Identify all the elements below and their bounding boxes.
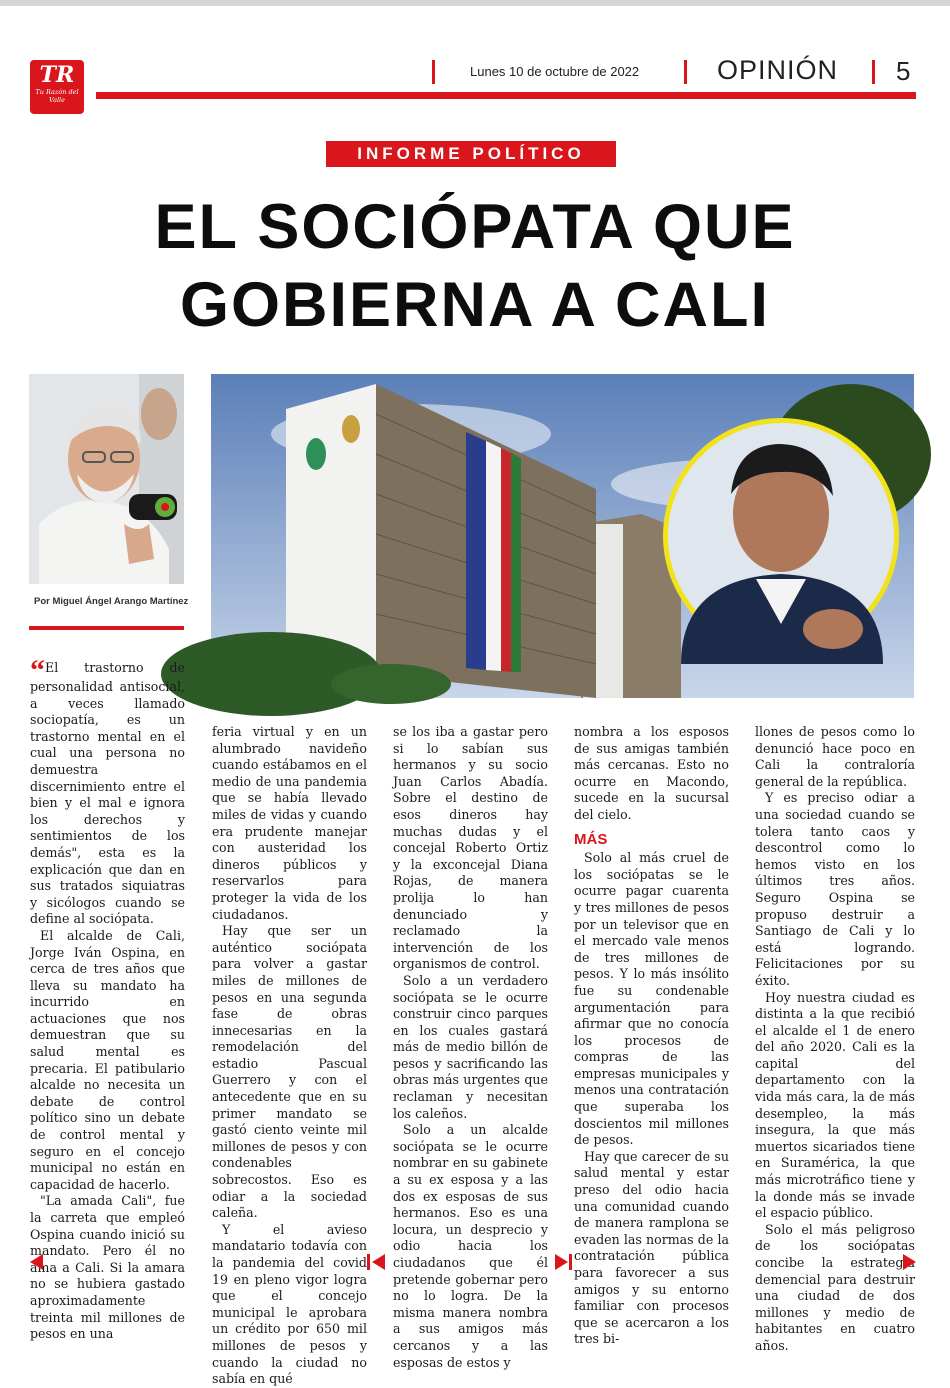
page-number: 5 [896,56,911,86]
article-column-3 [393,724,548,1371]
author-photo-illustration [29,374,184,584]
paragraph: feria virtual y en un alumbrado navideño cuando estábamos en el medio de una pandemia que se había llevado miles de vidas y cuando era prudente manejar con austeridad los dineros públicos y reservarlos para proteger la vida de los ciudadanos. [212,724,367,922]
headline-line: EL SOCIÓPATA QUE [154,192,796,262]
paragraph: Solo a un alcalde sociópata se le ocurre nombrar en su gabinete a su ex esposa y a las dos ex esposas de sus hermanos. Eso es una locura, un desprecio y odio hacia los ciudadanos que él pretende gobernar pero no lo logra. De la misma manera nombra a sus amigos más cercanos y a las esposas de estos y [393,1122,548,1370]
main-photo [211,374,914,698]
paragraph: llones de pesos como lo denunció hace poco en Cali la contraloría general de la república. [755,724,915,789]
header-separator [432,60,435,84]
issue-date: Lunes 10 de octubre de 2022 [470,64,640,79]
header-rule [96,92,916,99]
paragraph: "La amada Cali", fue la carreta que empleó Ospina cuando inició su mandato. Pero él no ama a Cali. Si la amara no se hubiera gastado aproximadamente treinta mil millones de pesos en una [30,1193,185,1342]
paragraph: Hoy nuestra ciudad es distinta a la que recibió el alcalde el 1 de enero del año 2020. Cali es la capital del departamento con la vida más cara, la de más desempleo, la más insegura, la que más muertos sicariados tiene en Suramérica, la que más microtráfico tiene y la donde más se invade el espacio público. [755,989,915,1221]
paragraph: Hay que ser un auténtico sociópata para volver a gastar miles de millones de pesos en una segunda fase de obras innecesarias en la remodelación del estadio Pascual Guerrero y con el antecedente que en su primer mandato se gastó ciento veinte mil millones de pesos y con condenables sobrecostos. Eso es odiar a la sociedad caleña. [212,923,367,1221]
previous-page-arrow-icon[interactable] [30,1254,43,1270]
section-title: OPINIÓN [717,55,839,85]
subheading: MÁS [574,830,608,848]
byline-rule [29,626,184,630]
author-byline: Por Miguel Ángel Arango Martínez [34,596,189,607]
paragraph: nombra a los esposos de sus amigas también más cercanas. Esto no ocurre en Macondo, sucede en la sucursal del cielo. [574,724,729,822]
logo-subtitle: Tu Razón del Valle [35,88,79,104]
column-marker-arrow-icon [372,1254,385,1270]
paragraph: Y es preciso odiar a una sociedad cuando se tolera tanto caos y descontrol como lo hemos visto en los últimos tres años. Seguro Ospina se propuso destruir a Santiago de Cali y lo está logrando. Felicitaciones por su éxito. [755,790,915,988]
column-marker-arrow-icon [555,1254,568,1270]
main-photo-illustration [211,374,914,698]
top-border [0,0,950,6]
newspaper-logo[interactable] [30,60,84,114]
paragraph [30,654,185,928]
headline [40,188,910,344]
article-column-1 [30,654,185,1343]
headline-line: GOBIERNA A CALI [180,270,770,340]
next-page-arrow-icon[interactable] [903,1254,916,1270]
header-separator [872,60,875,84]
kicker-label: INFORME POLÍTICO [326,141,616,167]
logo-text: TR [39,62,75,88]
paragraph: Solo al más cruel de los sociópatas se le ocurre pagar cuarenta y tres millones de pesos por un televisor que en el mercado vale menos de tres millones de pesos. Y lo más insólito fue su condenable argumentación para afirmar que no conocía los procesos de compras de las empresas municipales y menos una contratación que superaba los doscientos mil millones de pesos. [574,850,729,1148]
column-marker-bar [569,1254,572,1270]
article-column-5 [755,724,915,1355]
paragraph: El alcalde de Cali, Jorge Iván Ospina, en cerca de tres años que lleva su mandato ha incurrido en actuaciones que nos demuestran que su salud mental es precaria. El patibulario alcalde no necesita un debate de control político sino un debate de control mental y seguro en el concejo municipal no están en capacidad de hacerlo. [30,927,185,1192]
article-column-2 [212,724,367,1388]
paragraph-text: El trastorno de personalidad antisocial, a veces llamado sociopatía, es un trastorno mental en el cual una persona no demuestra discernimiento entre el bien y el mal e ignora los derechos y sentimientos de los demás", esta es la explicación que dan en sus tratados siquiatras y sicólogos cuando se define al sociópata. [30,660,185,927]
column-marker-bar [367,1254,370,1270]
paragraph: Solo a un verdadero sociópata se le ocurre construir cinco parques en los cuales gastará más de medio billón de pesos y sacrificando las obras más urgentes que reclaman y necesitan los caleños. [393,972,548,1121]
paragraph: Solo el más peligroso de los sociópatas concibe la estrategia demencial para destruir una ciudad de dos millones y medio de habitantes en cuatro años. [755,1221,915,1353]
opening-quote-icon: “ [30,654,45,687]
author-photo [29,374,184,584]
header-separator [684,60,687,84]
paragraph: Y el avieso mandatario todavía con la pandemia del covid 19 en pleno vigor logra que el concejo municipal le aprobara un crédito por 650 mil millones de pesos y cuando la ciudad no sabía en qué [212,1221,367,1387]
paragraph: se los iba a gastar pero si lo sabían sus hermanos y su socio Juan Carlos Abadía. Sobre el destino de esos dineros hay muchas dudas y el concejal Roberto Ortiz y la exconcejal Diana Rojas, de manera prolija lo han denunciado y reclamado la intervención de los organismos de control. [393,724,548,972]
article-column-4 [574,724,729,1348]
paragraph: Hay que carecer de su salud mental y estar preso del odio hacia una comunidad cuando de manera ramplona se evaden las normas de la contratación pública para favorecer a sus amigos y su entorno familiar con procesos que se acercaron a los tres bi- [574,1148,729,1347]
